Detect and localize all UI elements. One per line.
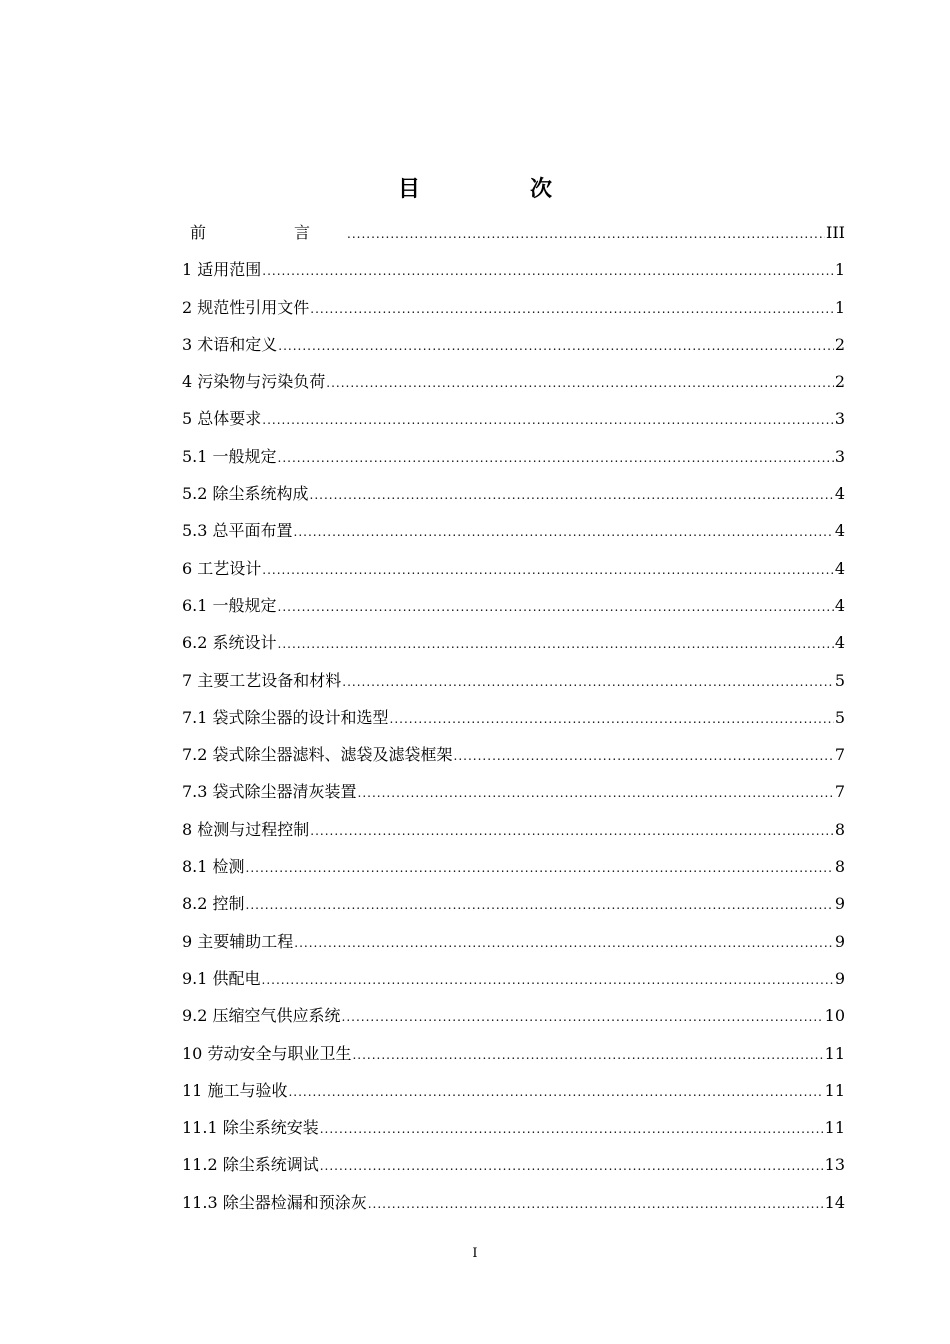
toc-entry[interactable] — [182, 777, 845, 814]
toc-dot-leader — [358, 778, 834, 808]
toc-dot-leader — [262, 256, 834, 286]
toc-entry[interactable] — [182, 1188, 845, 1225]
toc-entry-label: 前 言 — [190, 223, 347, 242]
toc-entry-label: 5 总体要求 — [182, 409, 262, 429]
page-title: 目 次 — [397, 177, 596, 202]
toc-entry-page: 8 — [834, 857, 845, 877]
toc-entry-label: 11.1 除尘系统安装 — [182, 1118, 319, 1138]
toc-entry-page: 4 — [834, 484, 845, 504]
toc-entry-label: 7 主要工艺设备和材料 — [182, 670, 342, 690]
toc-entry-page: 5 — [834, 670, 845, 690]
toc-dot-leader — [454, 741, 834, 771]
toc-entry[interactable] — [182, 442, 845, 479]
toc-entry[interactable] — [182, 1039, 845, 1076]
toc-entry-page: 7 — [834, 745, 845, 765]
toc-entry-label: 7.1 袋式除尘器的设计和选型 — [182, 707, 389, 727]
toc-dot-leader — [278, 629, 834, 659]
toc-dot-leader — [278, 331, 834, 361]
toc-entry-page: 11 — [824, 1118, 845, 1138]
toc-entry-page: 9 — [834, 968, 845, 988]
toc-dot-leader — [310, 294, 834, 324]
toc-entry[interactable] — [182, 218, 845, 255]
toc-dot-leader — [294, 517, 834, 547]
toc-entry-label: 8.1 检测 — [182, 857, 245, 877]
toc-entry[interactable] — [182, 330, 845, 367]
toc-entry-label: 11.3 除尘器检漏和预涂灰 — [182, 1192, 367, 1212]
toc-entry-label: 9 主要辅助工程 — [182, 931, 294, 951]
toc-entry[interactable] — [182, 516, 845, 553]
toc-entry-label: 5.2 除尘系统构成 — [182, 484, 309, 504]
toc-entry[interactable] — [182, 404, 845, 441]
toc-entry[interactable] — [182, 666, 845, 703]
toc-entry-label: 6 工艺设计 — [182, 558, 262, 578]
toc-entry[interactable] — [182, 293, 845, 330]
toc-entry[interactable] — [182, 1001, 845, 1038]
toc-dot-leader — [278, 592, 834, 622]
toc-entry-label: 2 规范性引用文件 — [182, 297, 310, 317]
toc-entry-label: 11.2 除尘系统调试 — [182, 1155, 319, 1175]
toc-dot-leader — [278, 443, 834, 473]
toc-dot-leader — [326, 368, 834, 398]
toc-dot-leader — [294, 928, 834, 958]
toc-entry-label: 3 术语和定义 — [182, 334, 278, 354]
toc-entry[interactable] — [182, 964, 845, 1001]
toc-entry-label: 7.3 袋式除尘器清灰装置 — [182, 782, 357, 802]
toc-entry-label: 5.3 总平面布置 — [182, 521, 293, 541]
toc-entry-label: 1 适用范围 — [182, 260, 262, 280]
toc-entry-label: 7.2 袋式除尘器滤料、滤袋及滤袋框架 — [182, 745, 453, 765]
toc-entry-page: 7 — [834, 782, 845, 802]
toc-entry-page: 2 — [834, 334, 845, 354]
toc-dot-leader — [288, 1077, 823, 1107]
toc-dot-leader — [342, 1002, 824, 1032]
toc-entry-label: 9.1 供配电 — [182, 968, 261, 988]
toc-entry[interactable] — [182, 1113, 845, 1150]
toc-entry-label: 5.1 一般规定 — [182, 446, 277, 466]
toc-entry-page: 1 — [834, 260, 845, 280]
toc-dot-leader — [320, 1114, 824, 1144]
toc-entry-label: 8 检测与过程控制 — [182, 819, 310, 839]
toc-entry[interactable] — [182, 1076, 845, 1113]
toc-entry-label: 6.1 一般规定 — [182, 595, 277, 615]
page-number: I — [472, 1246, 478, 1261]
toc-entry-page: 4 — [834, 633, 845, 653]
toc-entry-page: III — [826, 223, 845, 242]
toc-dot-leader — [320, 1151, 824, 1181]
toc-entry-page: 1 — [834, 297, 845, 317]
toc-entry-page: 3 — [834, 409, 845, 429]
toc-entry[interactable] — [182, 740, 845, 777]
toc-entry-page: 9 — [834, 894, 845, 914]
toc-entry-label: 6.2 系统设计 — [182, 633, 277, 653]
toc-dot-leader — [262, 405, 834, 435]
toc-dot-leader — [310, 480, 834, 510]
toc-dot-leader — [246, 890, 834, 920]
toc-dot-leader — [342, 667, 834, 697]
toc-entry[interactable] — [182, 703, 845, 740]
toc-entry-label: 11 施工与验收 — [182, 1080, 288, 1100]
toc-entry-label: 10 劳动安全与职业卫生 — [182, 1043, 352, 1063]
toc-entry-page: 5 — [834, 707, 845, 727]
toc-entry-page: 4 — [834, 521, 845, 541]
toc-entry[interactable] — [182, 554, 845, 591]
toc-dot-leader — [262, 555, 834, 585]
toc-entry-page: 10 — [824, 1006, 845, 1026]
toc-entry-page: 14 — [824, 1192, 845, 1212]
toc-dot-leader — [390, 704, 834, 734]
toc-entry-page: 4 — [834, 595, 845, 615]
toc-dot-leader — [246, 853, 834, 883]
toc-entry[interactable] — [182, 367, 845, 404]
toc-dot-leader — [347, 219, 825, 249]
toc-entry-page: 3 — [834, 446, 845, 466]
toc-entry-page: 4 — [834, 558, 845, 578]
toc-entry-page: 2 — [834, 372, 845, 392]
toc-entry[interactable] — [182, 591, 845, 628]
toc-entry[interactable] — [182, 628, 845, 665]
toc-entry[interactable] — [182, 815, 845, 852]
toc-entry-page: 11 — [824, 1043, 845, 1063]
toc-dot-leader — [262, 965, 834, 995]
toc-entry-label: 8.2 控制 — [182, 894, 245, 914]
toc-entry[interactable] — [182, 927, 845, 964]
toc-entry-page: 13 — [824, 1155, 845, 1175]
toc-entry-page: 11 — [824, 1080, 845, 1100]
toc-dot-leader — [368, 1189, 824, 1219]
toc-entry[interactable] — [182, 479, 845, 516]
toc-dot-leader — [310, 816, 834, 846]
toc-entry-page: 9 — [834, 931, 845, 951]
toc-entry-label: 9.2 压缩空气供应系统 — [182, 1006, 341, 1026]
toc-entry-page: 8 — [834, 819, 845, 839]
toc-dot-leader — [352, 1040, 823, 1070]
toc-entry-label: 4 污染物与污染负荷 — [182, 372, 326, 392]
toc-entry[interactable] — [182, 852, 845, 889]
toc-entry[interactable] — [182, 1150, 845, 1187]
table-of-contents — [182, 218, 845, 1225]
toc-entry[interactable] — [182, 255, 845, 292]
toc-entry[interactable] — [182, 889, 845, 926]
